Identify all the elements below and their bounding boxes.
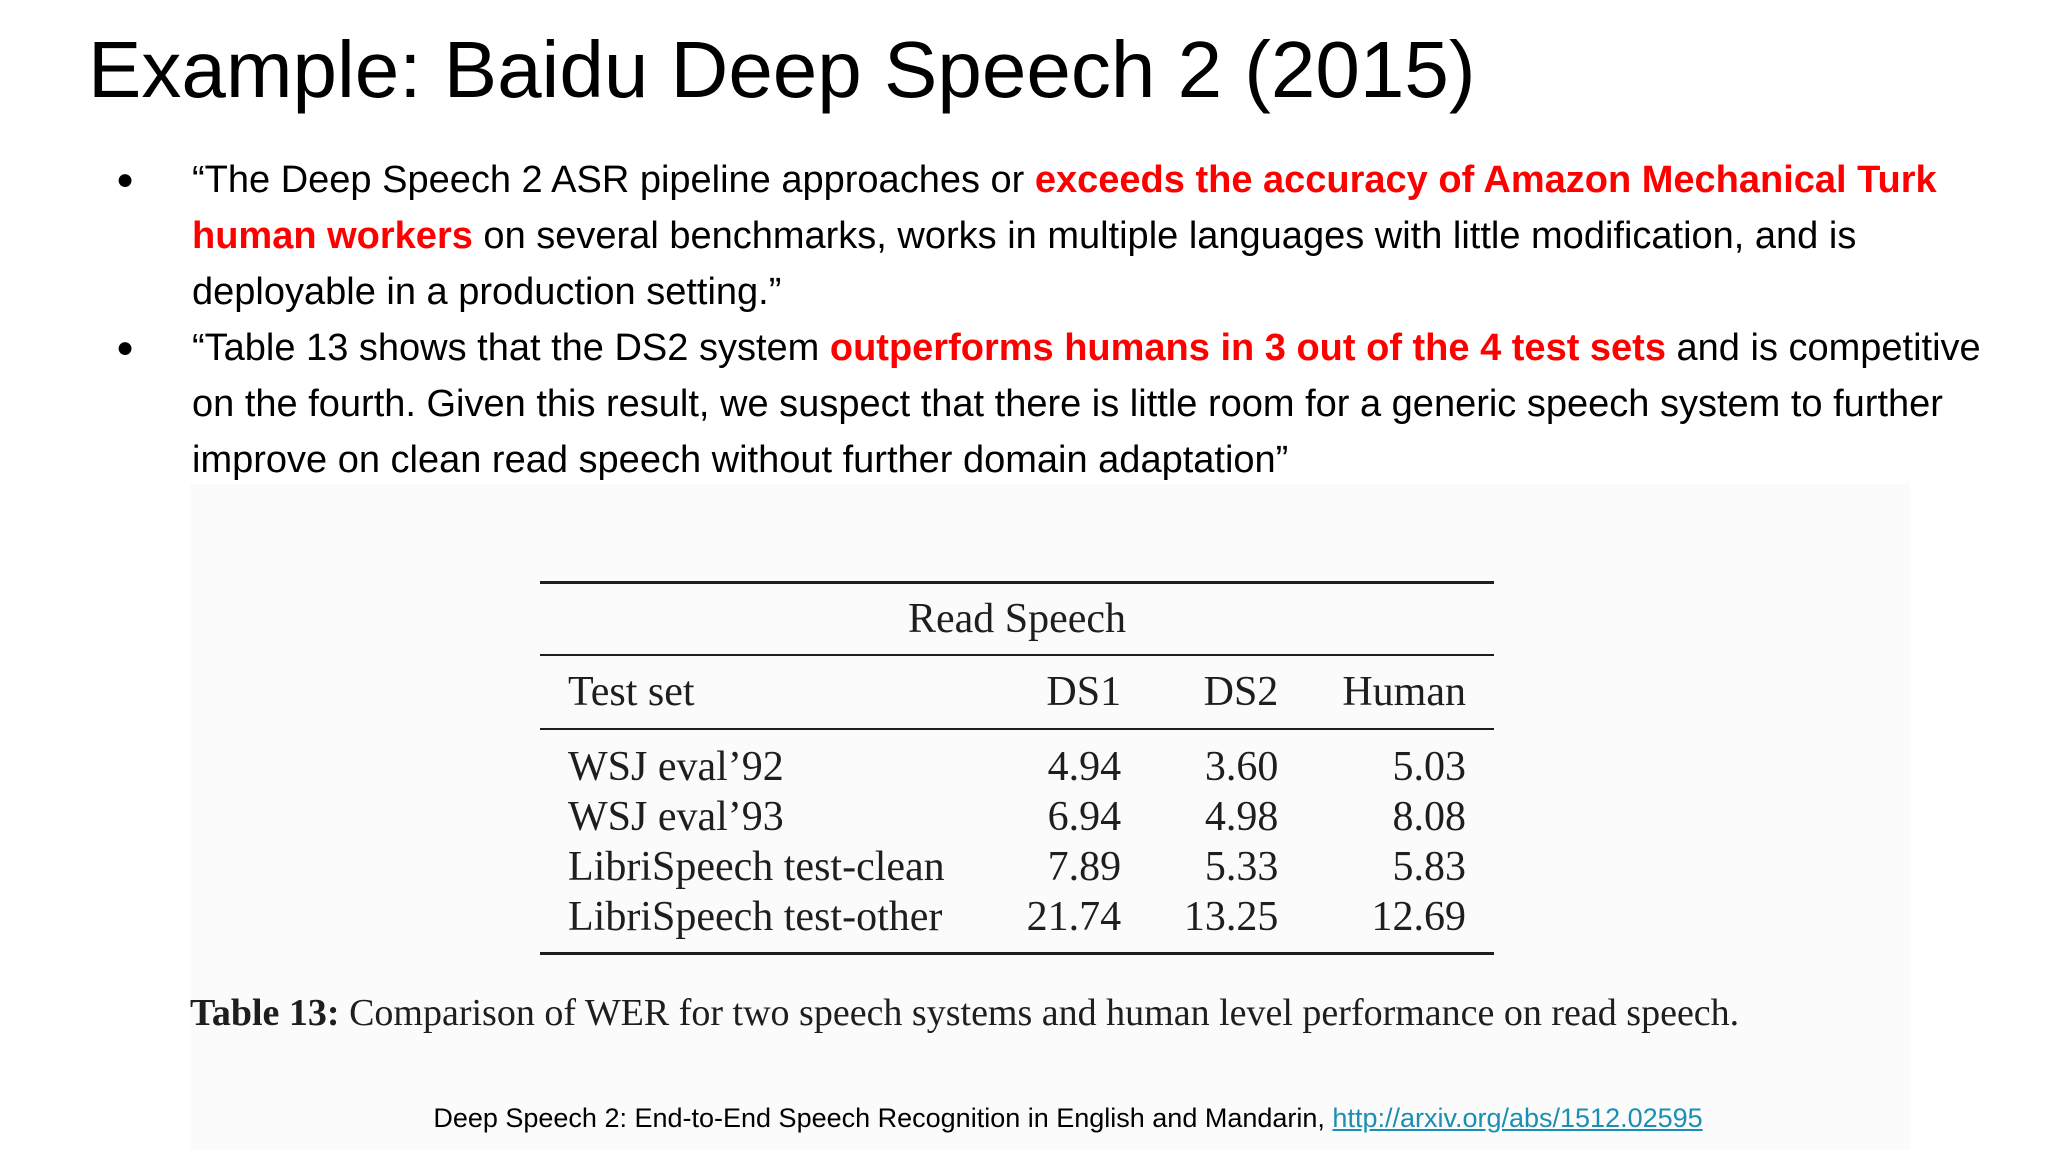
bullet-highlight: outperforms humans in 3 out of the 4 test sets [829, 327, 1666, 369]
table-row [540, 729, 1494, 792]
cell-ds1: 6.94 [1047, 794, 1122, 840]
cell-ds1: 21.74 [992, 892, 1149, 954]
cell-human: 12.69 [1306, 892, 1494, 954]
citation-link[interactable]: http://arxiv.org/abs/1512.02595 [1332, 1103, 1703, 1133]
cell-test-set: LibriSpeech test-other [540, 892, 992, 954]
column-header-ds2: DS2 [1149, 655, 1306, 729]
cell-ds2: 5.33 [1204, 844, 1279, 890]
table-caption-text: Comparison of WER for two speech systems and human level performance on read speech. [339, 992, 1740, 1034]
table-row [540, 792, 1494, 842]
cell-human: 8.08 [1392, 794, 1466, 840]
bullet-text: and is competitive on the fourth. Given this result, we suspect that there is little room for a generic speech system to further improve on clean read speech without further domain adaptation” [192, 327, 1981, 481]
wer-table [540, 581, 1494, 955]
slide-title: Example: Baidu Deep Speech 2 (2015) [88, 25, 1476, 114]
column-header-human: Human [1306, 655, 1494, 729]
table-row [540, 892, 1494, 954]
bullet-item [0, 320, 2048, 488]
cell-ds2: 4.98 [1204, 794, 1279, 840]
table-group-header-row [540, 583, 1494, 656]
bullet-text: “The Deep Speech 2 ASR pipeline approaches or [192, 159, 1035, 201]
citation-text: Deep Speech 2: End-to-End Speech Recognition in English and Mandarin, [433, 1103, 1333, 1133]
bullet-text: on several benchmarks, works in multiple languages with little modification, and is deployable in a production setting.” [192, 215, 1857, 313]
table-caption [190, 988, 1910, 1038]
cell-test-set: LibriSpeech test-clean [568, 844, 945, 890]
cell-ds2: 13.25 [1149, 892, 1306, 954]
bullet-highlight: exceeds the accuracy of Amazon Mechanical Turk human workers [192, 159, 1937, 257]
column-header-test-set: Test set [540, 655, 992, 729]
cell-human: 5.03 [1392, 744, 1466, 790]
bullet-marker: ● [116, 163, 135, 196]
cell-test-set: WSJ eval’93 [568, 794, 784, 840]
bullet-list [0, 152, 2048, 488]
cell-human: 5.83 [1392, 844, 1466, 890]
bullet-item [0, 152, 2048, 320]
bullet-text: “Table 13 shows that the DS2 system [192, 327, 830, 369]
cell-ds1: 7.89 [1047, 844, 1122, 890]
column-header-ds1: DS1 [992, 655, 1149, 729]
table-header-row [540, 655, 1494, 729]
citation [0, 1098, 2048, 1138]
bullet-marker: ● [116, 331, 135, 364]
table-row [540, 842, 1494, 892]
table-group-header: Read Speech [540, 583, 1494, 656]
table-caption-label: Table 13: [190, 992, 340, 1034]
cell-test-set: WSJ eval’92 [568, 744, 784, 790]
cell-ds1: 4.94 [1047, 744, 1122, 790]
cell-ds2: 3.60 [1204, 744, 1279, 790]
